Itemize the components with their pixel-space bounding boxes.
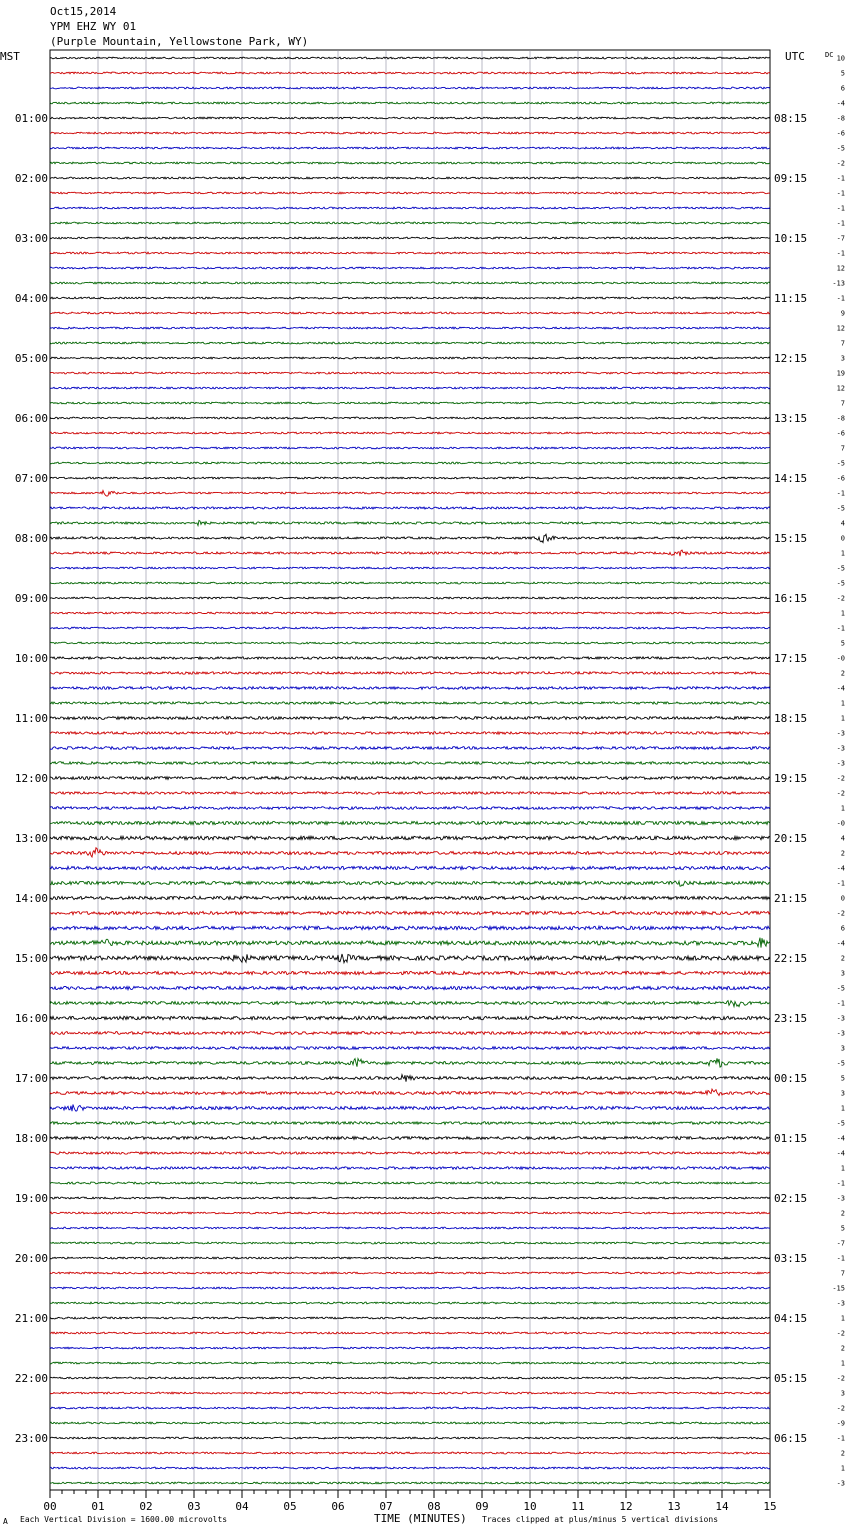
right-hour-label: 02:15 xyxy=(774,1192,808,1205)
trace-line xyxy=(50,252,770,254)
trace-line xyxy=(50,1362,770,1364)
right-hour-label: 01:15 xyxy=(774,1132,808,1145)
trace-line xyxy=(50,1075,770,1082)
dc-offset-label: -2 xyxy=(836,1374,845,1383)
trace-line xyxy=(50,597,770,599)
dc-offset-label: -1 xyxy=(836,999,845,1008)
trace-line xyxy=(50,372,770,374)
dc-offset-label: -1 xyxy=(836,489,845,498)
x-tick-label: 05 xyxy=(283,1500,297,1513)
trace-line xyxy=(50,821,770,824)
left-hour-label: 03:00 xyxy=(14,232,48,245)
trace-line xyxy=(50,1392,770,1394)
x-tick-label: 00 xyxy=(43,1500,57,1513)
dc-offset-label: -1 xyxy=(836,1254,845,1263)
dc-offset-label: 7 xyxy=(840,444,845,453)
dc-offset-label: 5 xyxy=(840,69,845,78)
dc-offset-label: -2 xyxy=(836,1329,845,1338)
dc-offset-label: -1 xyxy=(836,174,845,183)
dc-offset-label: -1 xyxy=(836,294,845,303)
trace-line xyxy=(50,1272,770,1274)
trace-line xyxy=(50,1167,770,1170)
dc-offset-label: -5 xyxy=(836,564,845,573)
dc-offset-label: 12 xyxy=(836,264,845,273)
dc-offset-label: 2 xyxy=(840,849,845,858)
trace-line xyxy=(50,507,770,509)
dc-offset-label: -3 xyxy=(836,1194,845,1203)
left-hour-label: 06:00 xyxy=(14,412,48,425)
left-hour-label: 15:00 xyxy=(14,952,48,965)
trace-line xyxy=(50,477,770,479)
left-hour-label: 11:00 xyxy=(14,712,48,725)
right-hour-label: 11:15 xyxy=(774,292,808,305)
dc-offset-label: -6 xyxy=(836,429,845,438)
dc-offset-label: 12 xyxy=(836,384,845,393)
x-tick-label: 04 xyxy=(235,1500,249,1513)
x-tick-label: 12 xyxy=(619,1500,633,1513)
x-tick-label: 08 xyxy=(427,1500,441,1513)
dc-offset-label: 5 xyxy=(840,1224,845,1233)
dc-offset-label: -4 xyxy=(836,1149,845,1158)
right-hour-label: 09:15 xyxy=(774,172,808,185)
left-hour-label: 14:00 xyxy=(14,892,48,905)
trace-line xyxy=(50,1032,770,1035)
dc-offset-label: -0 xyxy=(836,819,845,828)
trace-line xyxy=(50,1122,770,1125)
trace-line xyxy=(50,1137,770,1140)
dc-offset-label: 1 xyxy=(840,1464,845,1473)
trace-line xyxy=(50,848,770,857)
trace-line xyxy=(50,881,770,886)
trace-line xyxy=(50,1257,770,1259)
dc-offset-label: -3 xyxy=(836,744,845,753)
trace-line xyxy=(50,836,770,840)
trace-line xyxy=(50,702,770,704)
trace-line xyxy=(50,792,770,795)
dc-offset-label: -3 xyxy=(836,1299,845,1308)
trace-line xyxy=(50,432,770,434)
left-hour-label: 01:00 xyxy=(14,112,48,125)
trace-line xyxy=(50,1104,770,1111)
left-hour-label: 20:00 xyxy=(14,1252,48,1265)
trace-line xyxy=(50,72,770,74)
trace-line xyxy=(50,1407,770,1409)
trace-line xyxy=(50,866,770,869)
trace-line xyxy=(50,282,770,284)
dc-offset-label: 1 xyxy=(840,1314,845,1323)
dc-offset-label: -4 xyxy=(836,99,845,108)
trace-line xyxy=(50,627,770,629)
dc-offset-label: -2 xyxy=(836,159,845,168)
trace-line xyxy=(50,777,770,780)
trace-line xyxy=(50,1452,770,1454)
dc-offset-label: 12 xyxy=(836,324,845,333)
x-tick-label: 10 xyxy=(523,1500,537,1513)
trace-line xyxy=(50,582,770,584)
right-hour-label: 15:15 xyxy=(774,532,808,545)
dc-offset-label: -1 xyxy=(836,1434,845,1443)
right-hour-label: 03:15 xyxy=(774,1252,808,1265)
trace-line xyxy=(50,1377,770,1379)
right-hour-label: 17:15 xyxy=(774,652,808,665)
dc-offset-label: -3 xyxy=(836,729,845,738)
dc-offset-label: -3 xyxy=(836,1029,845,1038)
dc-offset-label: -5 xyxy=(836,144,845,153)
trace-line xyxy=(50,162,770,164)
trace-line xyxy=(50,1197,770,1199)
trace-line xyxy=(50,387,770,389)
right-hour-label: 16:15 xyxy=(774,592,808,605)
left-hour-label: 05:00 xyxy=(14,352,48,365)
dc-offset-label: 6 xyxy=(840,84,845,93)
trace-line xyxy=(50,192,770,194)
trace-line xyxy=(50,327,770,329)
right-hour-label: 10:15 xyxy=(774,232,808,245)
dc-offset-label: 2 xyxy=(840,1209,845,1218)
dc-offset-label: -1 xyxy=(836,1179,845,1188)
dc-offset-label: 5 xyxy=(840,639,845,648)
trace-line xyxy=(50,1058,770,1067)
dc-offset-label: 3 xyxy=(840,1044,845,1053)
dc-offset-label: 1 xyxy=(840,699,845,708)
right-hour-label: 12:15 xyxy=(774,352,808,365)
x-tick-label: 03 xyxy=(187,1500,201,1513)
trace-line xyxy=(50,1047,770,1050)
trace-line xyxy=(50,732,770,735)
trace-line xyxy=(50,911,770,914)
x-tick-label: 02 xyxy=(139,1500,153,1513)
trace-line xyxy=(50,87,770,89)
trace-line xyxy=(50,222,770,224)
dc-offset-label: -2 xyxy=(836,594,845,603)
trace-line xyxy=(50,1152,770,1154)
x-tick-label: 11 xyxy=(571,1500,585,1513)
trace-line xyxy=(50,1001,770,1007)
corner-mark: A xyxy=(3,1517,8,1526)
left-hour-label: 22:00 xyxy=(14,1372,48,1385)
dc-offset-label: 3 xyxy=(840,1389,845,1398)
trace-line xyxy=(50,896,770,899)
dc-offset-label: -15 xyxy=(832,1284,845,1293)
trace-line xyxy=(50,357,770,359)
right-hour-label: 21:15 xyxy=(774,892,808,905)
trace-line xyxy=(50,687,770,690)
dc-offset-label: -9 xyxy=(836,1419,845,1428)
dc-offset-label: -5 xyxy=(836,579,845,588)
dc-offset-label: -2 xyxy=(836,909,845,918)
dc-offset-label: 7 xyxy=(840,339,845,348)
dc-offset-label: -5 xyxy=(836,1119,845,1128)
x-tick-label: 13 xyxy=(667,1500,681,1513)
dc-offset-label: 2 xyxy=(840,954,845,963)
plot-date: Oct15,2014 xyxy=(50,5,117,18)
dc-offset-label: -3 xyxy=(836,1479,845,1488)
trace-line xyxy=(50,1467,770,1469)
right-hour-label: 20:15 xyxy=(774,832,808,845)
trace-line xyxy=(50,567,770,569)
dc-offset-label: -4 xyxy=(836,939,845,948)
trace-line xyxy=(50,717,770,720)
dc-offset-label: -6 xyxy=(836,129,845,138)
dc-offset-label: 2 xyxy=(840,1449,845,1458)
trace-line xyxy=(50,747,770,750)
dc-offset-label: 2 xyxy=(840,1344,845,1353)
x-tick-label: 06 xyxy=(331,1500,345,1513)
trace-line xyxy=(50,1422,770,1424)
trace-line xyxy=(50,1347,770,1349)
trace-line xyxy=(50,342,770,344)
dc-offset-label: -2 xyxy=(836,1404,845,1413)
right-hour-label: 19:15 xyxy=(774,772,808,785)
dc-offset-label: 1 xyxy=(840,1104,845,1113)
x-tick-label: 07 xyxy=(379,1500,393,1513)
trace-line xyxy=(50,520,770,525)
trace-line xyxy=(50,447,770,449)
left-hour-label: 16:00 xyxy=(14,1012,48,1025)
x-tick-label: 14 xyxy=(715,1500,729,1513)
trace-line xyxy=(50,986,770,989)
x-tick-label: 09 xyxy=(475,1500,489,1513)
dc-offset-label: -7 xyxy=(836,1239,845,1248)
dc-offset-label: -6 xyxy=(836,474,845,483)
trace-line xyxy=(50,657,770,659)
dc-offset-label: 7 xyxy=(840,1269,845,1278)
dc-offset-label: -2 xyxy=(836,789,845,798)
trace-line xyxy=(50,57,770,59)
left-timezone-label: MST xyxy=(0,50,20,63)
dc-offset-label: -4 xyxy=(836,1134,845,1143)
dc-offset-label: -1 xyxy=(836,624,845,633)
dc-offset-label: -3 xyxy=(836,759,845,768)
dc-offset-label: 4 xyxy=(840,834,845,843)
right-hour-label: 23:15 xyxy=(774,1012,808,1025)
dc-offset-label: -5 xyxy=(836,984,845,993)
dc-offset-label: -1 xyxy=(836,879,845,888)
left-hour-label: 07:00 xyxy=(14,472,48,485)
dc-offset-label: -1 xyxy=(836,189,845,198)
x-axis-title: TIME (MINUTES) xyxy=(374,1512,467,1525)
trace-line xyxy=(50,954,770,963)
dc-offset-label: 4 xyxy=(840,519,845,528)
trace-line xyxy=(50,1089,770,1095)
dc-offset-label: 1 xyxy=(840,804,845,813)
dc-offset-label: 1 xyxy=(840,1359,845,1368)
x-tick-label: 15 xyxy=(763,1500,777,1513)
left-hour-label: 12:00 xyxy=(14,772,48,785)
left-hour-label: 10:00 xyxy=(14,652,48,665)
trace-line xyxy=(50,1302,770,1304)
right-hour-label: 04:15 xyxy=(774,1312,808,1325)
dc-offset-label: 7 xyxy=(840,399,845,408)
trace-line xyxy=(50,612,770,614)
right-hour-label: 14:15 xyxy=(774,472,808,485)
trace-line xyxy=(50,491,770,497)
trace-line xyxy=(50,1182,770,1184)
dc-offset-label: -2 xyxy=(836,774,845,783)
dc-offset-label: 1 xyxy=(840,549,845,558)
left-hour-label: 04:00 xyxy=(14,292,48,305)
trace-line xyxy=(50,1287,770,1289)
left-hour-label: 18:00 xyxy=(14,1132,48,1145)
trace-line xyxy=(50,417,770,419)
trace-line xyxy=(50,1242,770,1244)
trace-line xyxy=(50,1016,770,1019)
trace-line xyxy=(50,971,770,974)
dc-offset-label: -5 xyxy=(836,1059,845,1068)
dc-offset-label: 5 xyxy=(840,1074,845,1083)
x-tick-label: 01 xyxy=(91,1500,105,1513)
dc-offset-label: -5 xyxy=(836,459,845,468)
dc-offset-label: 6 xyxy=(840,924,845,933)
right-hour-label: 13:15 xyxy=(774,412,808,425)
left-hour-label: 23:00 xyxy=(14,1432,48,1445)
trace-line xyxy=(50,1212,770,1214)
dc-offset-label: -4 xyxy=(836,684,845,693)
dc-offset-label: -8 xyxy=(836,414,845,423)
dc-offset-label: -13 xyxy=(832,279,845,288)
dc-offset-label: 3 xyxy=(840,1089,845,1098)
left-hour-label: 19:00 xyxy=(14,1192,48,1205)
dc-offset-label: 2 xyxy=(840,669,845,678)
trace-line xyxy=(50,642,770,644)
left-hour-label: 02:00 xyxy=(14,172,48,185)
right-hour-label: 05:15 xyxy=(774,1372,808,1385)
left-hour-label: 17:00 xyxy=(14,1072,48,1085)
station-code: YPM EHZ WY 01 xyxy=(50,20,137,33)
trace-line xyxy=(50,462,770,464)
dc-offset-label: 10 xyxy=(836,54,845,63)
trace-line xyxy=(50,1482,770,1484)
left-hour-label: 13:00 xyxy=(14,832,48,845)
trace-line xyxy=(50,550,770,556)
right-hour-label: 00:15 xyxy=(774,1072,808,1085)
trace-line xyxy=(50,237,770,239)
scale-note: Each Vertical Division = 1600.00 microvolts xyxy=(20,1515,228,1524)
trace-line xyxy=(50,762,770,765)
dc-offset-label: -0 xyxy=(836,654,845,663)
dc-offset-label: 3 xyxy=(840,354,845,363)
right-hour-label: 06:15 xyxy=(774,1432,808,1445)
trace-line xyxy=(50,267,770,269)
right-hour-label: 08:15 xyxy=(774,112,808,125)
dc-offset-label: -3 xyxy=(836,1014,845,1023)
dc-offset-label: -1 xyxy=(836,249,845,258)
trace-line xyxy=(50,926,770,930)
dc-offset-label: 19 xyxy=(836,369,845,378)
dc-offset-label: 3 xyxy=(840,969,845,978)
trace-line xyxy=(50,147,770,149)
station-location: (Purple Mountain, Yellowstone Park, WY) xyxy=(50,35,309,48)
trace-line xyxy=(50,1317,770,1319)
right-hour-label: 18:15 xyxy=(774,712,808,725)
trace-line xyxy=(50,402,770,404)
right-timezone-label: UTC xyxy=(785,50,805,63)
left-hour-label: 21:00 xyxy=(14,1312,48,1325)
trace-line xyxy=(50,534,770,542)
trace-line xyxy=(50,938,770,948)
dc-offset-label: -1 xyxy=(836,204,845,213)
dc-offset-label: -7 xyxy=(836,234,845,243)
dc-offset-label: 9 xyxy=(840,309,845,318)
trace-line xyxy=(50,312,770,314)
dc-offset-label: -1 xyxy=(836,219,845,228)
dc-offset-header: DC xyxy=(825,51,834,59)
trace-line xyxy=(50,117,770,119)
trace-line xyxy=(50,1332,770,1334)
trace-line xyxy=(50,807,770,810)
dc-offset-label: -8 xyxy=(836,114,845,123)
trace-line xyxy=(50,297,770,299)
trace-line xyxy=(50,132,770,134)
trace-line xyxy=(50,672,770,674)
left-hour-label: 09:00 xyxy=(14,592,48,605)
dc-offset-label: 1 xyxy=(840,1164,845,1173)
dc-offset-label: 1 xyxy=(840,714,845,723)
dc-offset-label: -4 xyxy=(836,864,845,873)
dc-offset-label: 0 xyxy=(840,894,845,903)
dc-offset-label: 0 xyxy=(840,534,845,543)
trace-line xyxy=(50,177,770,179)
clip-note: Traces clipped at plus/minus 5 vertical divisions xyxy=(482,1515,719,1524)
dc-offset-label: 1 xyxy=(840,609,845,618)
trace-line xyxy=(50,207,770,209)
trace-line xyxy=(50,1437,770,1439)
right-hour-label: 22:15 xyxy=(774,952,808,965)
dc-offset-label: -5 xyxy=(836,504,845,513)
trace-line xyxy=(50,1227,770,1229)
left-hour-label: 08:00 xyxy=(14,532,48,545)
trace-line xyxy=(50,102,770,104)
